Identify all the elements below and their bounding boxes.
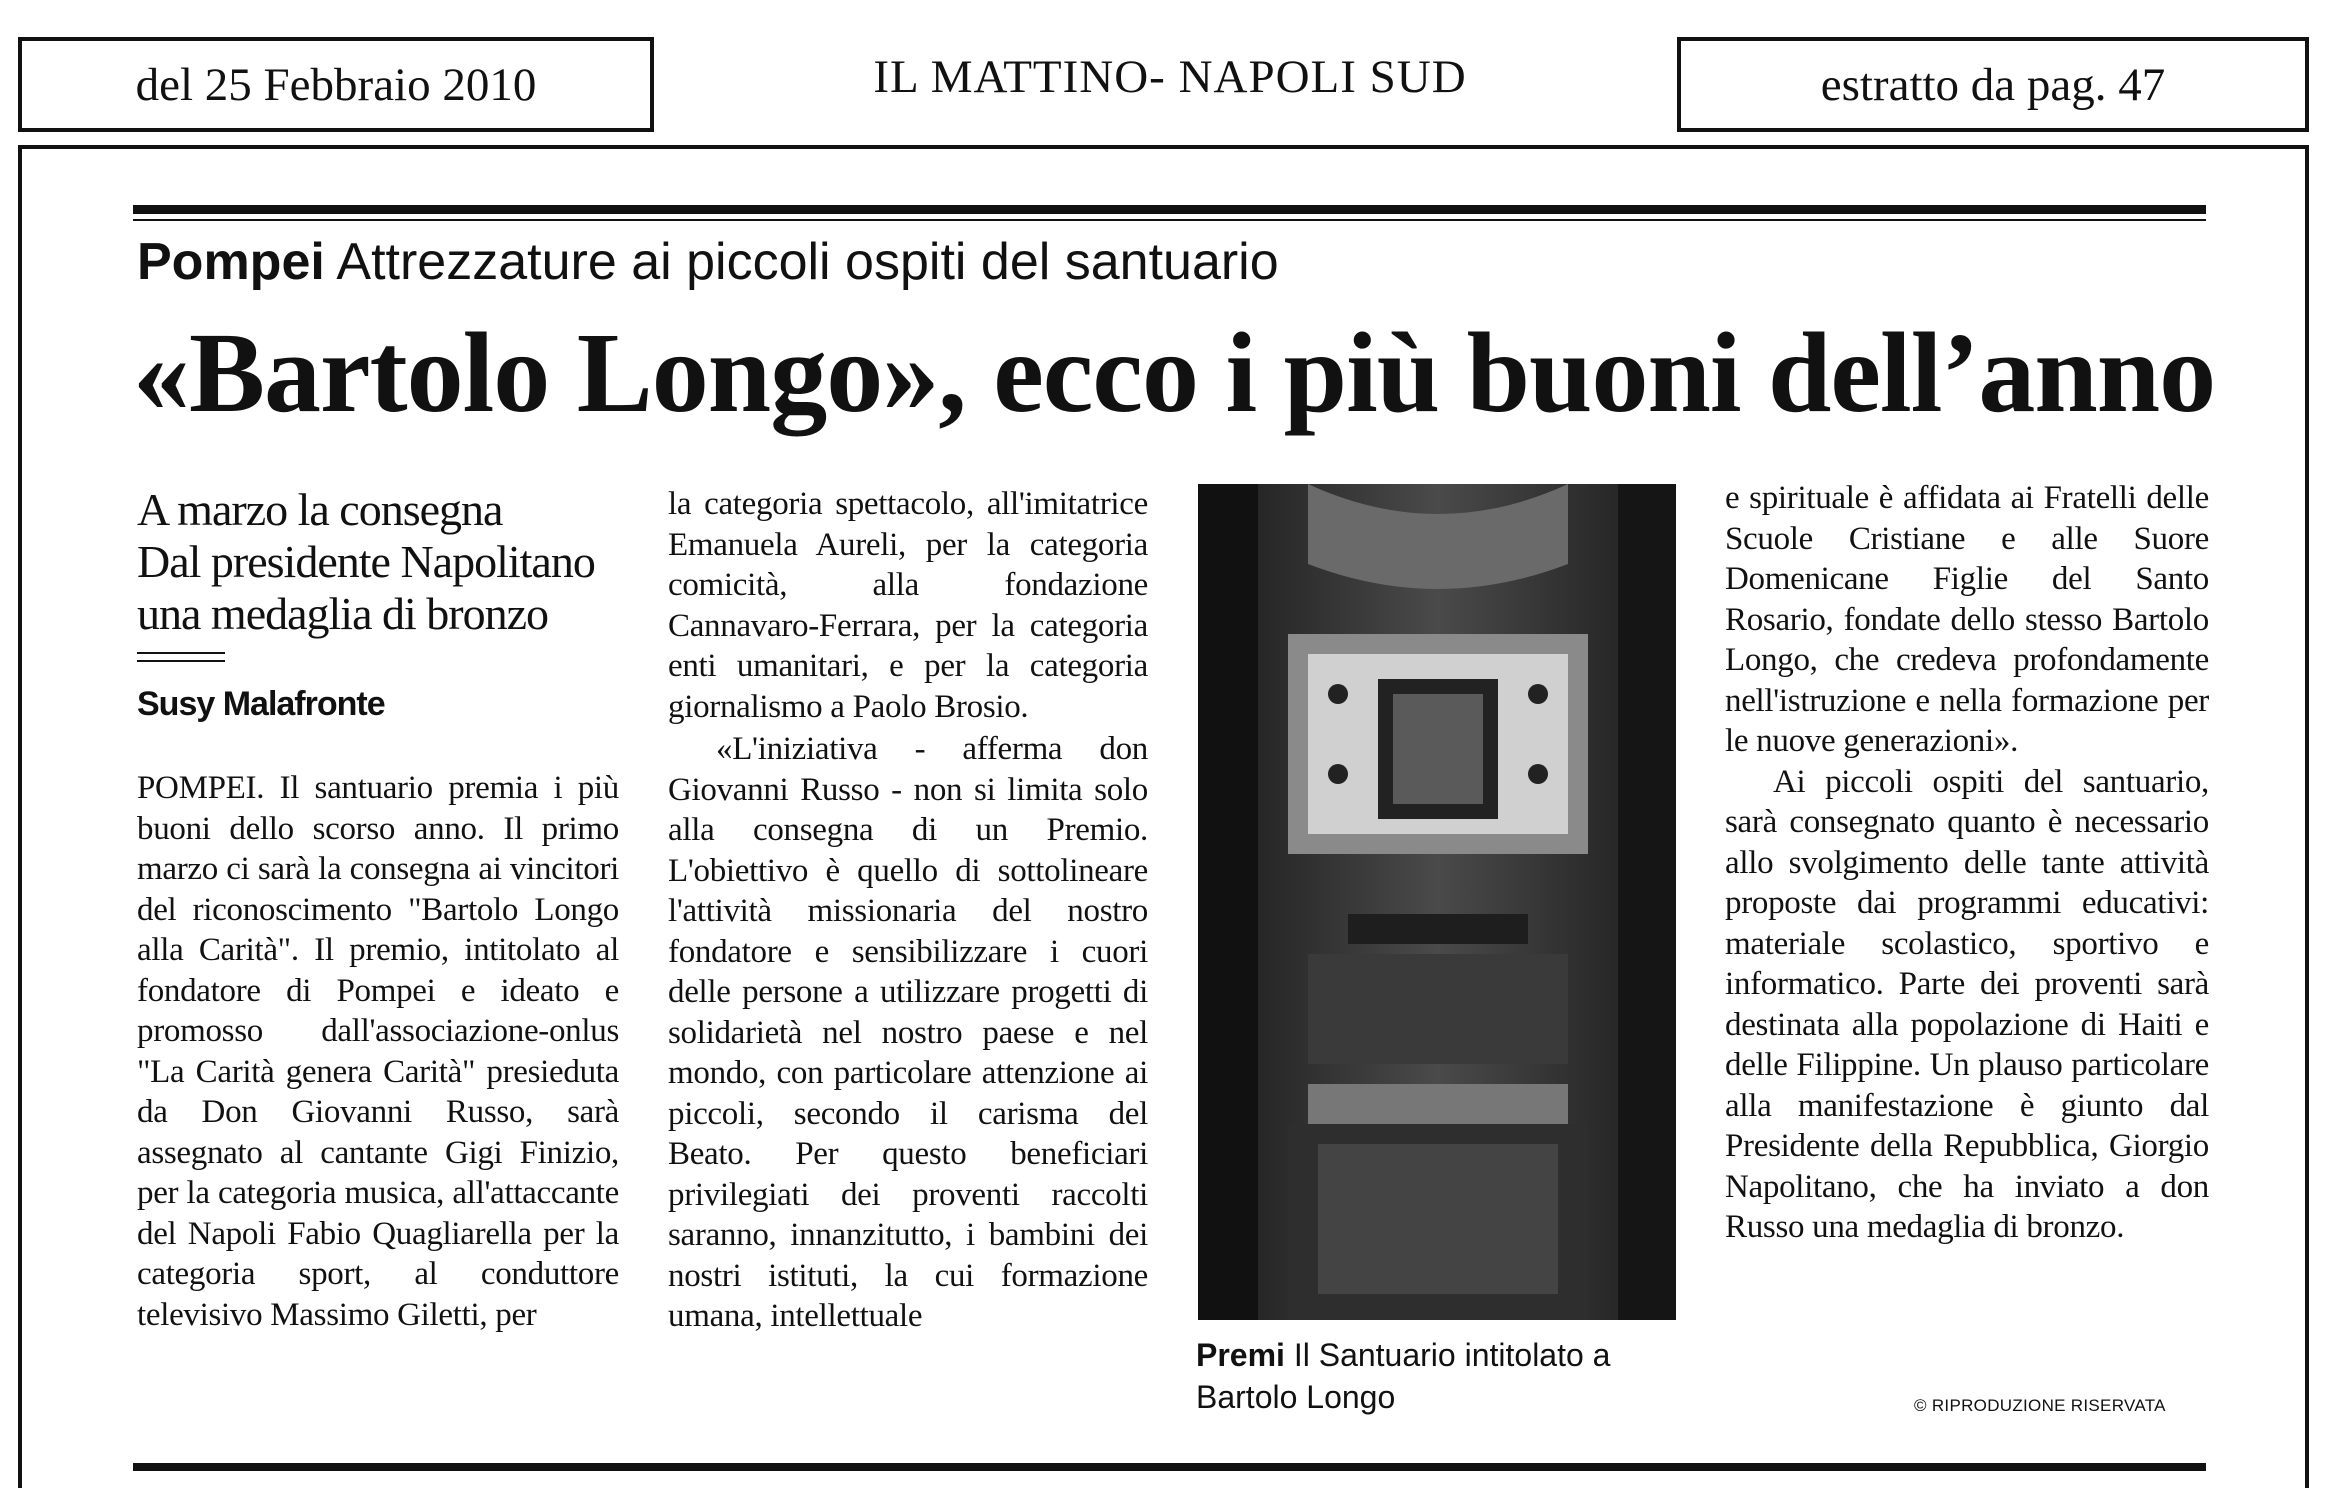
photo-image [1198,484,1676,1320]
subhead-line: una medaglia di bronzo [137,588,549,639]
kicker-place: Pompei [137,233,325,291]
author-byline: Susy Malafronte [137,685,385,723]
page-reference: estratto da pag. 47 [1820,58,2166,111]
photo-caption [1196,1334,1696,1418]
top-rule [133,205,2206,214]
date-box [18,37,654,132]
paragraph: e spirituale è affidata ai Fratelli delle Scuole Cristiane e alle Suore Domenicane Figlie del Santo Rosario, fondate dello stesso Bartolo Longo, che credeva profondamente nell'istruzione e nella formazione per le nuove generazioni». [1725,480,2209,759]
paragraph: «L'iniziativa - afferma don Giovanni Russo - non si limita solo alla consegna di un Premio. L'obiettivo è quello di sottolineare l'attività missionaria del nostro fondatore e sensibilizzare i cuori delle persone a utilizzare progetti di solidarietà nel nostro paese e nel mondo, con particolare attenzione ai piccoli, secondo il carisma del Beato. Per questo beneficiari privilegiati dei proventi raccolti saranno, innanzitutto, i bambini dei nostri istituti, la cui formazione umana, intellettuale [668,731,1148,1334]
separator-line [137,652,225,654]
caption-text: Il Santuario intitolato a Bartolo Longo [1196,1337,1611,1415]
paragraph: POMPEI. Il santuario premia i più buoni dello scorso anno. Il primo marzo ci sarà la consegna ai vincitori del riconoscimento "Bartolo Longo alla Carità". Il premio, intitolato al fondatore di Pompei e ideato e promosso dall'associazione-onlus "La Carità genera Carità" presieduta da Don Giovanni Russo, sarà assegnato al cantante Gigi Finizio, per la categoria musica, all'attaccante del Napoli Fabio Quagliarella per la categoria sport, al conduttore televisivo Massimo Giletti, per [137,770,619,1333]
top-rule-thin [133,219,2206,221]
subheadline [137,484,657,640]
paragraph: la categoria spettacolo, all'imitatrice Emanuela Aureli, per la categoria comicità, alla fondazione Cannavaro-Ferrara, per la categoria enti umanitari, e per la categoria giornalismo a Paolo Brosio. [668,486,1148,725]
article-column-1 [137,768,619,1335]
issue-date: del 25 Febbraio 2010 [135,58,537,111]
separator-line [137,660,225,662]
caption-label: Premi [1196,1337,1285,1373]
bottom-rule [133,1463,2206,1471]
article-column-3 [1725,478,2209,1248]
publication-name: IL MATTINO- NAPOLI SUD [873,51,1467,103]
paragraph: Ai piccoli ospiti del santuario, sarà consegnato quanto è necessario allo svolgimento delle tante attività proposte dai programmi educativi: materiale scolastico, sportivo e informatico. Parte dei proventi sarà destinata alla popolazione di Haiti e delle Filippine. Un plauso particolare alla manifestazione è giunto dal Presidente della Repubblica, Giorgio Napolitano, che ha inviato a don Russo una medaglia di bronzo. [1725,763,2209,1245]
subhead-line: Dal presidente Napolitano [137,536,595,587]
subhead-line: A marzo la consegna [137,484,503,535]
kicker-text: Attrezzature ai piccoli ospiti del santuario [336,233,1279,291]
page-reference-box [1677,37,2309,132]
headline: «Bartolo Longo», ecco i più buoni dell’anno [133,309,2216,436]
sanctuary-photo [1198,484,1676,1320]
copyright-notice: © RIPRODUZIONE RISERVATA [1914,1396,2166,1415]
kicker [137,232,1279,292]
article-column-2 [668,484,1148,1337]
